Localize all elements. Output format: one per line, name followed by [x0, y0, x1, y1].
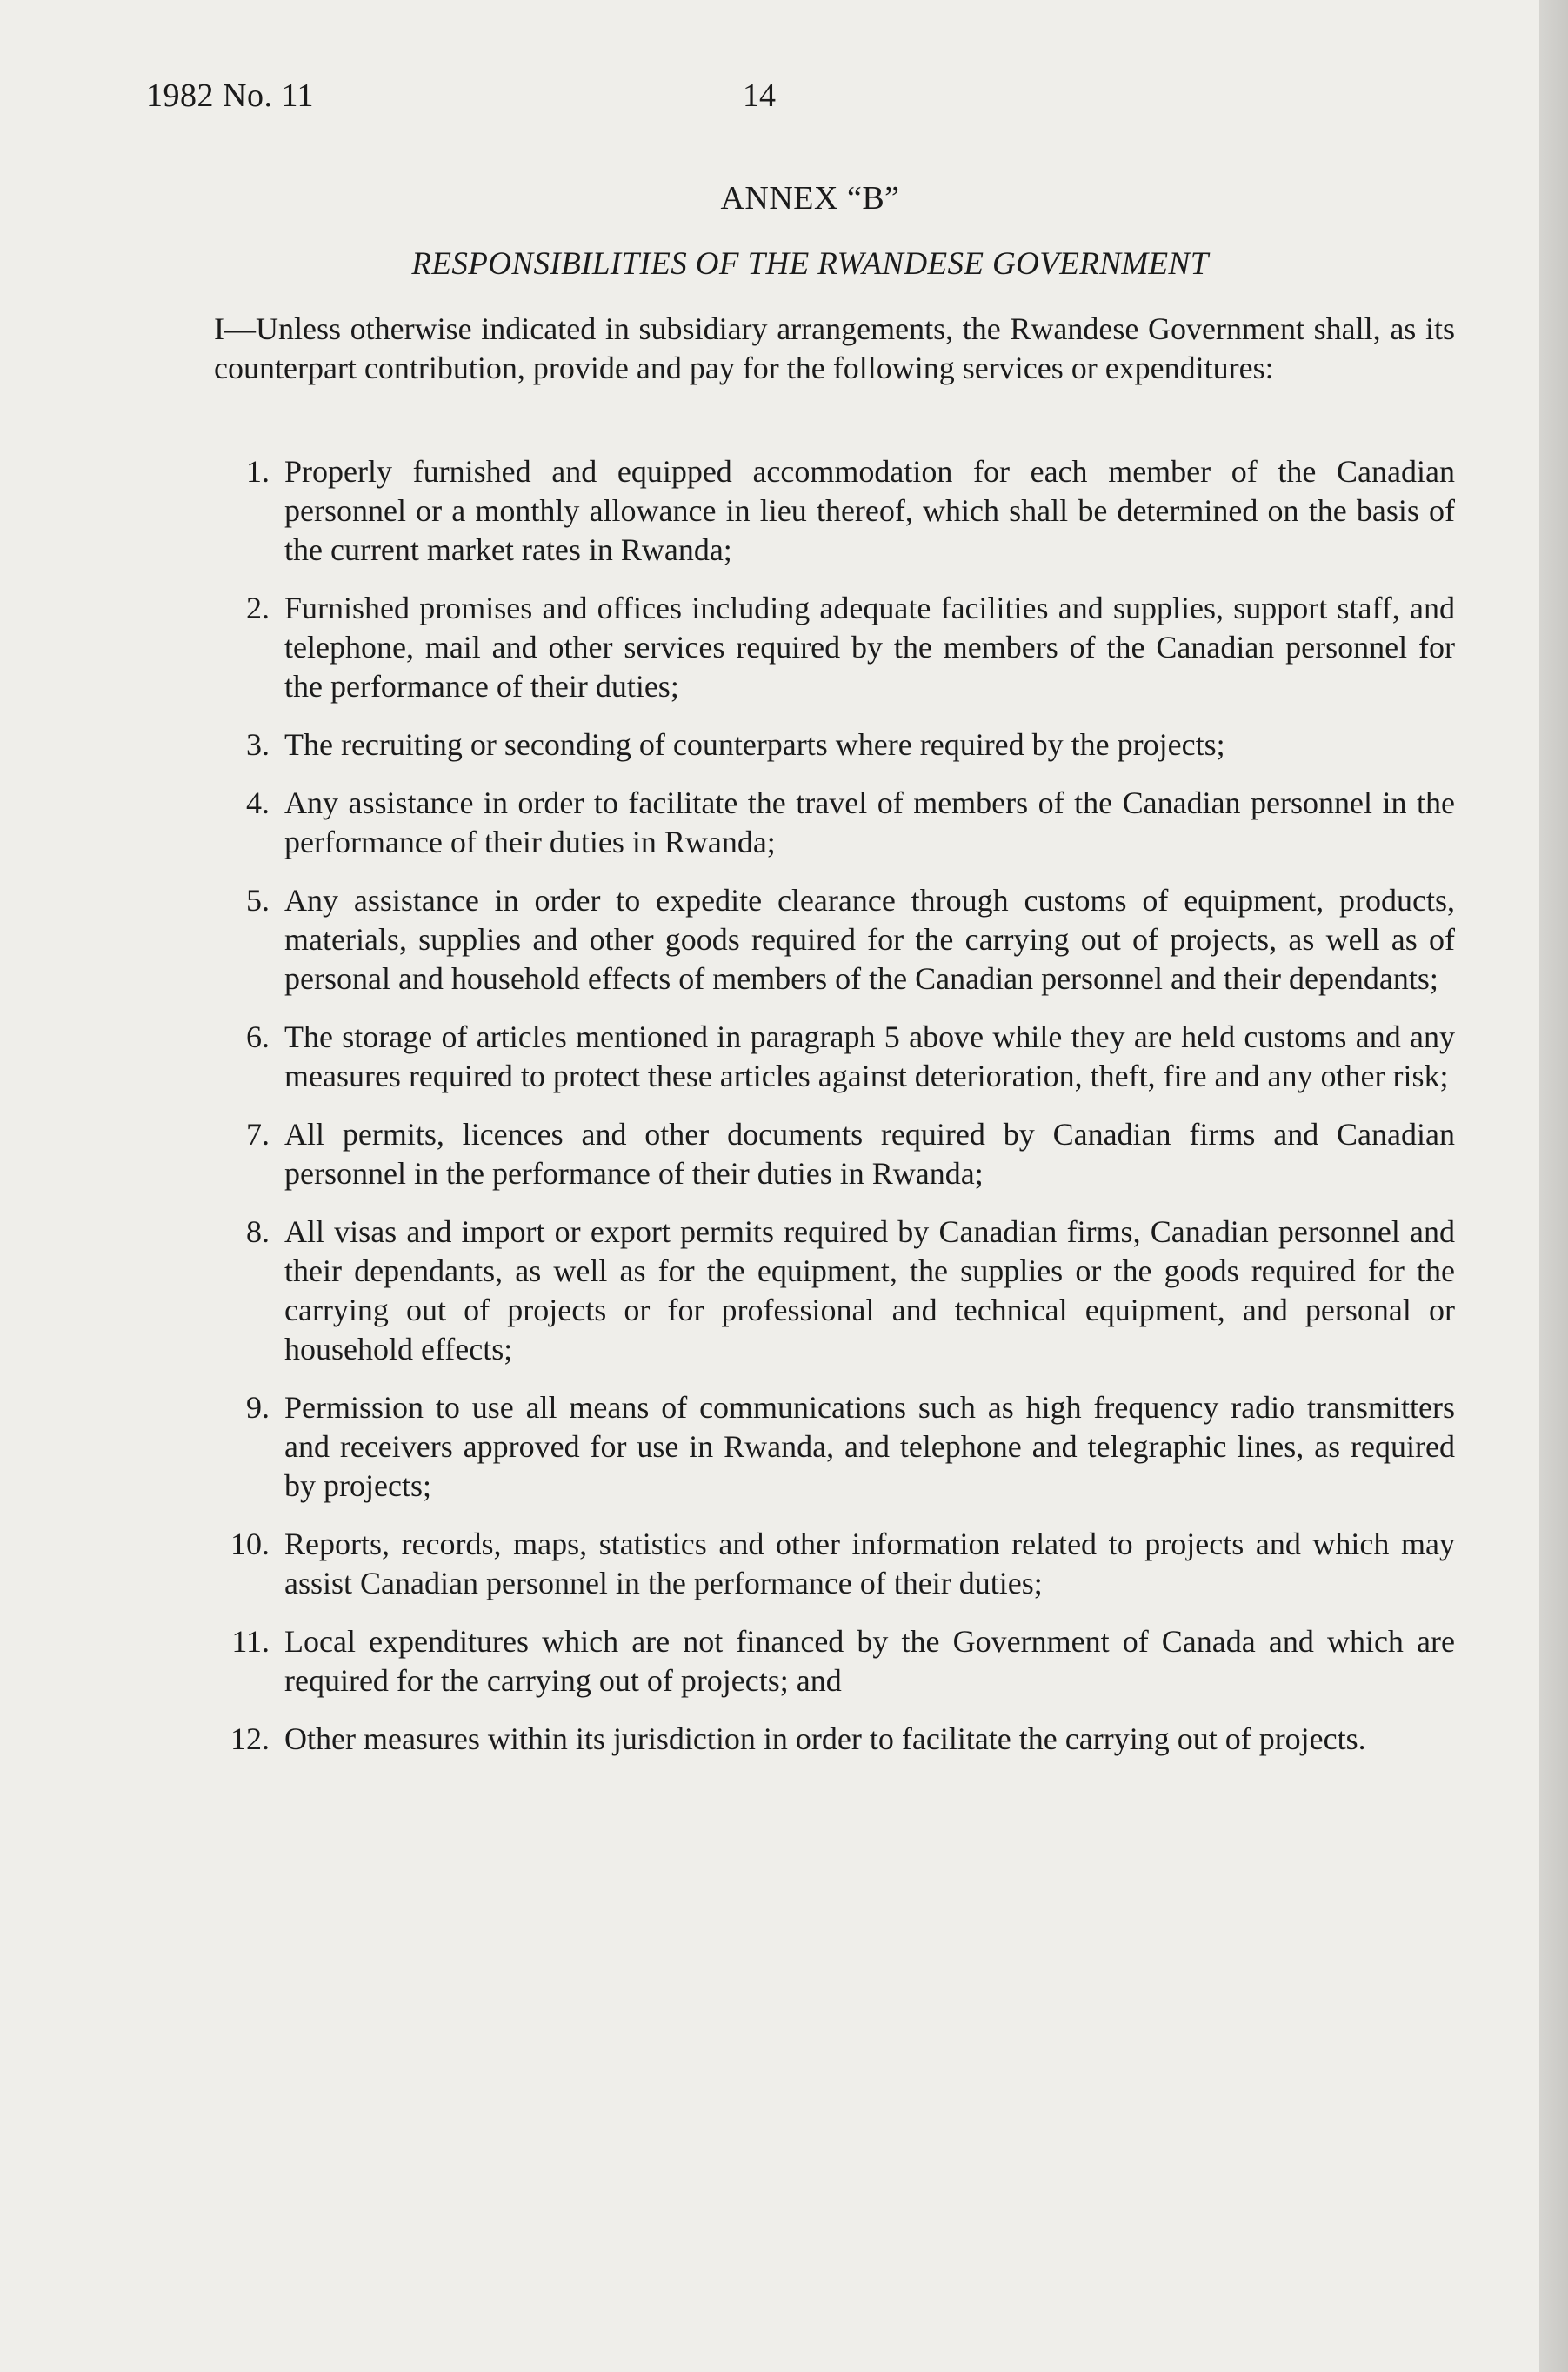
- list-item: [0, 1018, 1539, 1096]
- item-text: Properly furnished and equipped accommodation for each member of the Canadian personnel or a monthly allowance in lieu thereof, which shall be determined on the basis of the current market rates in Rwanda;: [284, 454, 1455, 567]
- item-number: 11.: [231, 1624, 270, 1659]
- list-item: [0, 881, 1539, 999]
- item-text: All permits, licences and other documents required by Canadian firms and Canadian personnel in the performance of their duties in Rwanda;: [284, 1117, 1455, 1191]
- list-item: [0, 452, 1539, 570]
- item-text: Local expenditures which are not financed by the Government of Canada and which are required for the carrying out of projects; and: [284, 1624, 1455, 1698]
- item-text: Permission to use all means of communications such as high frequency radio transmitters and receivers approved for use in Rwanda, and telephone and telegraphic lines, as required by projects;: [284, 1390, 1455, 1503]
- annex-title: ANNEX “B”: [720, 180, 900, 217]
- item-text: Any assistance in order to facilitate the travel of members of the Canadian personnel in the performance of their duties in Rwanda;: [284, 785, 1455, 859]
- page-header-citation: 1982 No. 11: [146, 77, 315, 114]
- item-text: Furnished promises and offices including adequate facilities and supplies, support staff, and telephone, mail and other services required by the members of the Canadian personnel for the performance of their duties;: [284, 591, 1455, 704]
- list-item: [0, 1213, 1539, 1369]
- item-text: Any assistance in order to expedite clearance through customs of equipment, products, materials, supplies and other goods required for the carrying out of projects, as well as of personal and household effects of members of the Canadian personnel and their dependants;: [284, 883, 1455, 996]
- list-item: [0, 589, 1539, 706]
- item-text: The recruiting or seconding of counterparts where required by the projects;: [284, 727, 1225, 762]
- page-edge-shadow: [1539, 0, 1568, 2372]
- item-number: 1.: [246, 454, 270, 489]
- list-item: [0, 784, 1539, 862]
- item-number: 5.: [246, 883, 270, 918]
- item-text: All visas and import or export permits required by Canadian firms, Canadian personnel and their dependants, as well as for the equipment, the supplies or the goods required for the carrying out of projects or for professional and technical equipment, and personal or household effects;: [284, 1214, 1455, 1366]
- item-text: Reports, records, maps, statistics and other information related to projects and which may assist Canadian personnel in the performance of their duties;: [284, 1527, 1455, 1600]
- item-number: 3.: [246, 727, 270, 762]
- item-number: 7.: [246, 1117, 270, 1152]
- responsibilities-list: [0, 452, 1539, 1778]
- item-number: 10.: [230, 1527, 270, 1561]
- list-item: [0, 1388, 1539, 1506]
- intro-paragraph: I—Unless otherwise indicated in subsidiary arrangements, the Rwandese Government shall, as its counterpart contribution, provide and pay for the following services or expenditures:: [214, 311, 1455, 385]
- item-number: 2.: [246, 591, 270, 625]
- list-item: [0, 1115, 1539, 1193]
- item-number: 8.: [246, 1214, 270, 1249]
- item-number: 4.: [246, 785, 270, 820]
- section-subtitle: RESPONSIBILITIES OF THE RWANDESE GOVERNMENT: [411, 246, 1209, 282]
- list-item: [0, 1720, 1539, 1759]
- item-number: 12.: [230, 1721, 270, 1756]
- list-item: [0, 1622, 1539, 1700]
- item-number: 6.: [246, 1019, 270, 1054]
- item-text: The storage of articles mentioned in paragraph 5 above while they are held customs and any measures required to protect these articles against deterioration, theft, fire and any other risk;: [284, 1019, 1455, 1093]
- list-item: [0, 725, 1539, 765]
- item-text: Other measures within its jurisdiction in order to facilitate the carrying out of projects.: [284, 1721, 1366, 1756]
- list-item: [0, 1525, 1539, 1603]
- page-number: 14: [743, 77, 776, 114]
- item-number: 9.: [246, 1390, 270, 1425]
